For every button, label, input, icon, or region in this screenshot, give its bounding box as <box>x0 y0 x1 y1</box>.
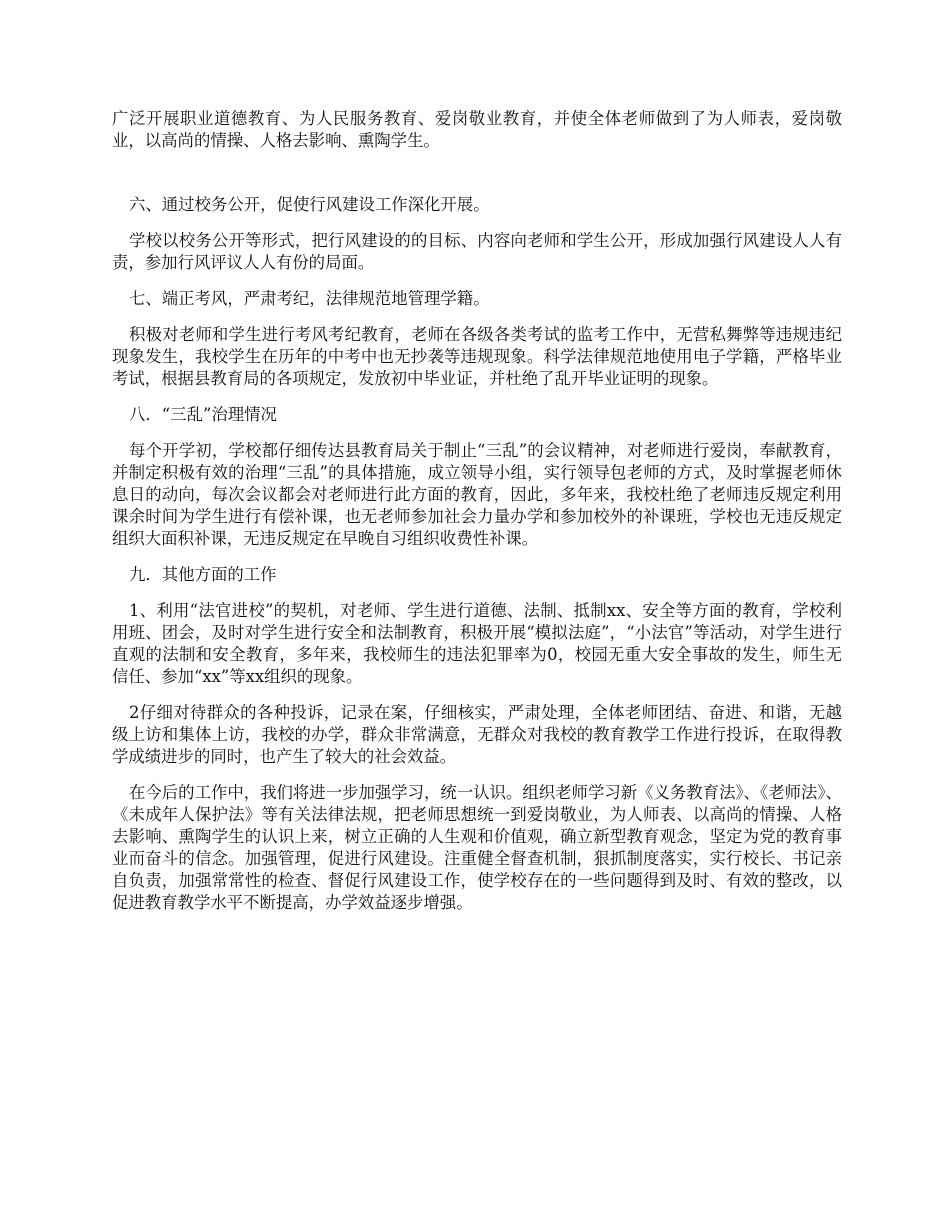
document-body <box>112 108 842 928</box>
section-body-9-item-1: 1、利用“法官进校”的契机，对老师、学生进行道德、法制、抵制xx、安全等方面的教育，学校利用班、团会，及时对学生进行安全和法制教育，积极开展“模拟法庭”，“小法官”等活动，对学生进行直观的法制和安全教育，多年来，我校师生的违法犯罪率为0，校园无重大安全事故的发生，师生无信任、参加“xx”等xx组织的现象。 <box>112 601 842 686</box>
paragraph-intro: 广泛开展职业道德教育、为人民服务教育、爱岗敬业教育，并使全体老师做到了为人师表，爱岗敬业，以高尚的情操、人格去影响、熏陶学生。 <box>112 109 842 150</box>
paragraph-gap <box>112 166 842 194</box>
section-heading-6: 六、通过校务公开，促使行风建设工作深化开展。 <box>129 195 490 214</box>
section-body-7: 积极对老师和学生进行考风考纪教育，老师在各级各类考试的监考工作中，无营私舞弊等违规违纪现象发生，我校学生在历年的中考中也无抄袭等违规现象。科学法律规范地使用电子学籍，严格毕业考试，根据县教育局的各项规定，发放初中毕业证，并杜绝了乱开毕业证明的现象。 <box>112 325 842 388</box>
section-heading-7: 七、端正考风，严肃考纪，法律规范地管理学籍。 <box>129 289 490 308</box>
section-body-6: 学校以校务公开等形式，把行风建设的的目标、内容向老师和学生公开，形成加强行风建设人人有责，参加行风评议人人有份的局面。 <box>112 231 842 272</box>
section-body-9-item-2: 2仔细对待群众的各种投诉，记录在案，仔细核实，严肃处理，全体老师团结、奋进、和谐，无越级上访和集体上访，我校的办学，群众非常满意，无群众对我校的教育教学工作进行投诉，在取得教学成绩进步的同时，也产生了较大的社会效益。 <box>112 703 842 766</box>
section-heading-8: 八．“三乱”治理情况 <box>129 405 277 424</box>
section-body-8: 每个开学初，学校都仔细传达县教育局关于制止“三乱”的会议精神，对老师进行爱岗，奉献教育，并制定积极有效的治理“三乱”的具体措施，成立领导小组，实行领导包老师的方式，及时掌握老师休息日的动向，每次会议都会对老师进行此方面的教育，因此，多年来，我校杜绝了老师违反规定利用课余时间为学生进行有偿补课，也无老师参加社会力量办学和参加校外的补课班，学校也无违反规定组织大面积补课，无违反规定在早晚自习组织收费性补课。 <box>112 441 842 548</box>
closing-paragraph: 在今后的工作中，我们将进一步加强学习，统一认识。组织老师学习新《义务教育法》、《老师法》、《未成年人保护法》等有关法律法规，把老师思想统一到爱岗敬业，为人师表、以高尚的情操、人格去影响、熏陶学生的认识上来，树立正确的人生观和价值观，确立新型教育观念，坚定为党的教育事业而奋斗的信念。加强管理，促进行风建设。注重健全督查机制，狠抓制度落实，实行校长、书记亲自负责，加强常常性的检查、督促行风建设工作，使学校存在的一些问题得到及时、有效的整改，以促进教育教学水平不断提高，办学效益逐步增强。 <box>112 783 842 912</box>
section-heading-9: 九．其他方面的工作 <box>129 565 277 584</box>
